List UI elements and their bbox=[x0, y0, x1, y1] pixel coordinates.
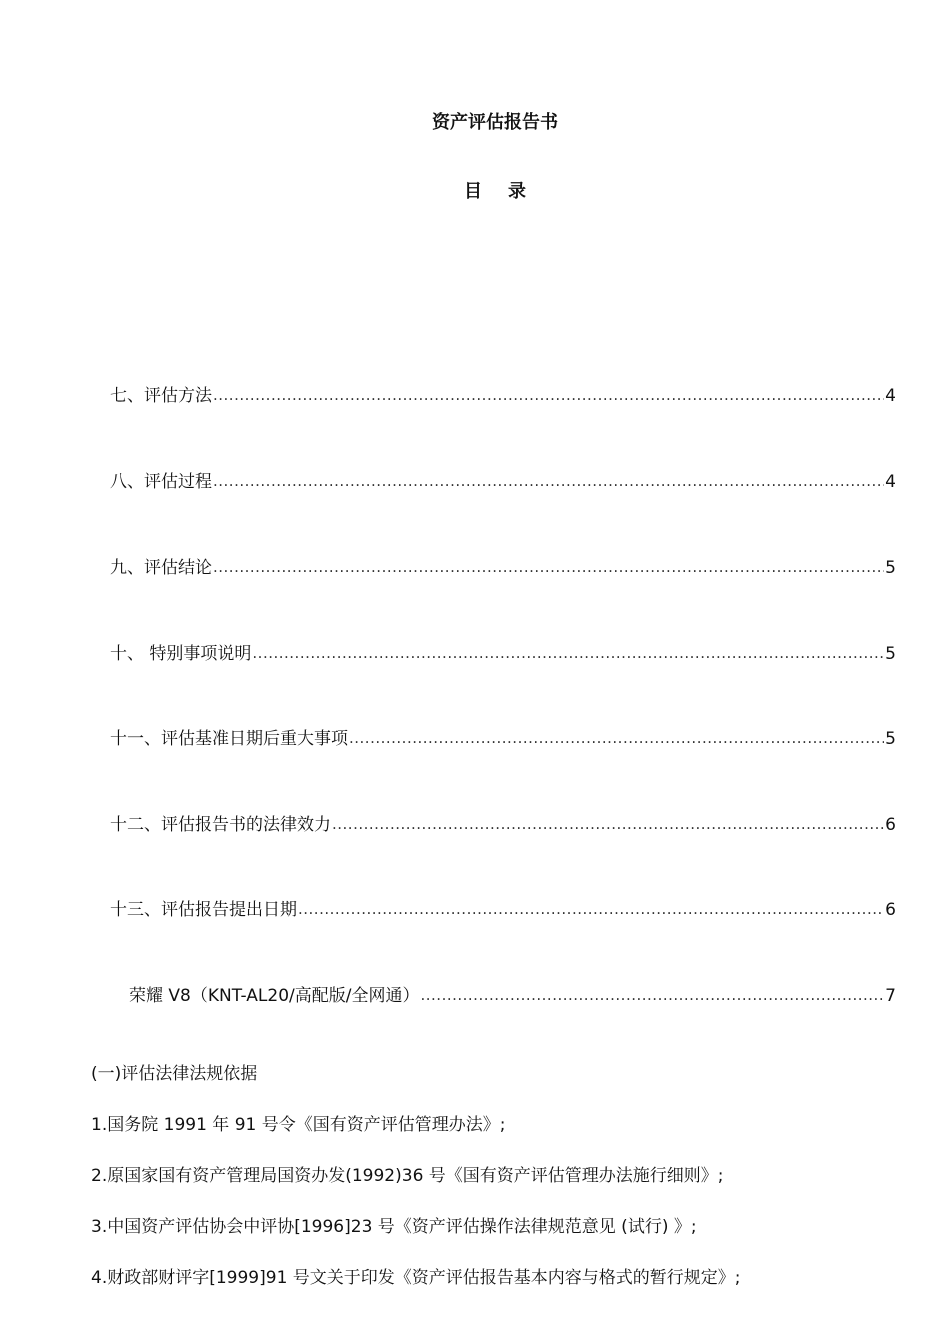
toc-entry[interactable] bbox=[110, 381, 896, 406]
document-title: 资产评估报告书 bbox=[432, 112, 558, 133]
toc-leader-dots bbox=[332, 813, 884, 830]
toc-entry-page: 7 bbox=[885, 986, 896, 1006]
toc-entry-page: 6 bbox=[885, 900, 896, 920]
toc-entry-label: 十、 特别事项说明 bbox=[110, 644, 252, 664]
section-heading: (一)评估法律法规依据 bbox=[91, 1064, 258, 1084]
toc-entry-label: 九、评估结论 bbox=[110, 558, 212, 578]
toc-leader-dots bbox=[349, 727, 884, 744]
toc-entry[interactable] bbox=[110, 553, 896, 578]
regulation-item: 2.原国家国有资产管理局国资办发(1992)36 号《国有资产评估管理办法施行细则》; bbox=[91, 1166, 724, 1186]
toc-entry-label: 七、评估方法 bbox=[110, 386, 212, 406]
toc-entry[interactable] bbox=[110, 467, 896, 492]
toc-heading bbox=[0, 177, 950, 203]
toc-entry-page: 5 bbox=[885, 729, 896, 749]
toc-leader-dots bbox=[421, 984, 885, 1001]
toc-entry-label: 十一、评估基准日期后重大事项 bbox=[110, 729, 348, 749]
regulation-item: 3.中国资产评估协会中评协[1996]23 号《资产评估操作法律规范意见 (试行) 》; bbox=[91, 1217, 697, 1237]
toc-entry[interactable] bbox=[129, 981, 896, 1006]
toc-entry-label: 八、评估过程 bbox=[110, 472, 212, 492]
regulation-item: 1.国务院 1991 年 91 号令《国有资产评估管理办法》; bbox=[91, 1115, 506, 1135]
toc-entry-label: 荣耀 V8（KNT-AL20/高配版/全网通） bbox=[129, 986, 420, 1006]
toc-heading-left: 目 bbox=[464, 181, 482, 202]
toc-entry[interactable] bbox=[110, 639, 896, 664]
toc-entry-page: 5 bbox=[885, 644, 896, 664]
toc-entry-label: 十二、评估报告书的法律效力 bbox=[110, 815, 331, 835]
toc-entry[interactable] bbox=[110, 724, 896, 749]
toc-entry-page: 6 bbox=[885, 815, 896, 835]
toc-leader-dots bbox=[298, 898, 884, 915]
toc-leader-dots bbox=[213, 470, 884, 487]
regulation-item: 4.财政部财评字[1999]91 号文关于印发《资产评估报告基本内容与格式的暂行规定》; bbox=[91, 1268, 741, 1288]
toc-leader-dots bbox=[252, 642, 884, 659]
toc-leader-dots bbox=[213, 384, 884, 401]
toc-entry-label: 十三、评估报告提出日期 bbox=[110, 900, 297, 920]
toc-entry[interactable] bbox=[110, 895, 896, 920]
toc-entry-page: 4 bbox=[885, 386, 896, 406]
toc-heading-right: 录 bbox=[508, 181, 526, 202]
toc-entry[interactable] bbox=[110, 810, 896, 835]
toc-leader-dots bbox=[213, 556, 884, 573]
toc-entry-page: 4 bbox=[885, 472, 896, 492]
toc-entry-page: 5 bbox=[885, 558, 896, 578]
